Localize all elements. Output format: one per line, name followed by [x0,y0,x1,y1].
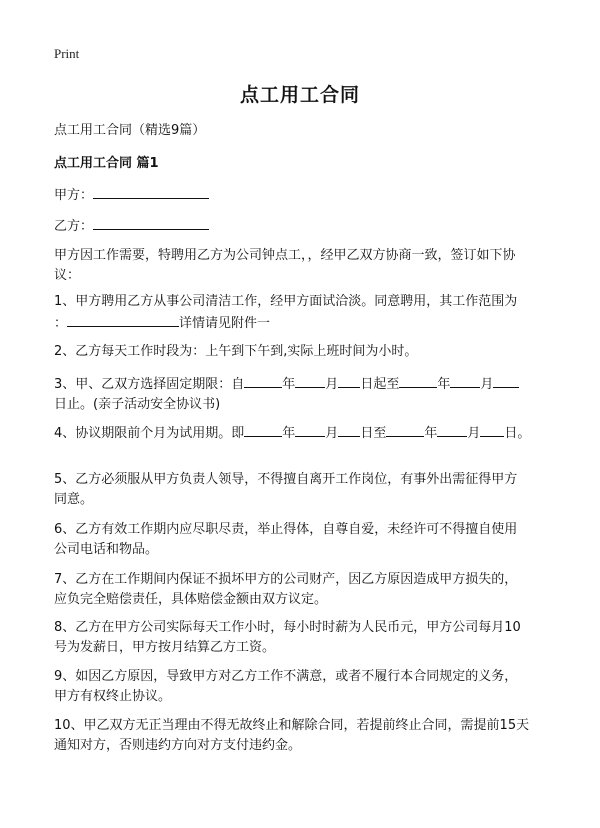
clause-3-day-from: 日起至 [360,377,400,392]
clause-1-prefix: ： [54,316,68,331]
clause-1-suffix: 详情请见附件一 [179,316,271,331]
clause-4-blank-day2 [480,422,504,437]
clause-3-line-1 [54,373,554,395]
document-title: 点工用工合同 [239,84,360,106]
print-link[interactable]: Print [54,46,80,61]
party-b-line [54,215,209,234]
party-a-line [54,184,209,203]
clause-3 [54,373,554,415]
clause-3-blank-year [244,373,282,388]
clause-3-month2: 月 [480,377,494,392]
clause-7-line-1: 7、乙方在工作期间内保证不损坏甲方的公司财产，因乙方原因造成甲方损失的， [54,572,518,587]
clause-4-blank-month2 [437,422,467,437]
clause-4-line-1 [54,422,554,444]
clause-4-blank-day [338,422,360,437]
section-title: 点工用工合同 篇1 [54,156,159,171]
clause-8 [54,618,554,658]
clause-10-line-1: 10、甲乙双方无正当理由不得无故终止和解除合同，若提前终止合同，需提前15天 [54,718,530,733]
clause-4-month: 月 [325,426,339,441]
clause-1-line-2 [54,312,554,334]
clause-4-month2: 月 [467,426,481,441]
party-a-blank [93,184,209,199]
clause-8-line-2: 号为发薪日，甲方按月结算乙方工资。 [54,640,276,655]
clause-9 [54,667,554,707]
clause-3-line-2: 日止。(亲子活动安全协议书) [54,397,221,412]
clause-2-line-1: 2、乙方每天工作时段为：上午到下午到,实际上班时间为小时。 [54,344,418,359]
clause-8-line-1: 8、乙方在甲方公司实际每天工作小时，每小时时薪为人民币元，甲方公司每月10 [54,620,521,635]
clause-1 [54,292,554,334]
clause-10 [54,716,554,756]
document-subtitle: 点工用工合同（精选9篇） [54,123,206,138]
clause-3-year2: 年 [437,377,451,392]
clause-9-line-1: 9、如因乙方原因，导致甲方对乙方工作不满意，或者不履行本合同规定的义务， [54,669,518,684]
clause-3-blank-month2 [450,373,480,388]
clause-4-blank-month [295,422,325,437]
party-a-label: 甲方： [54,188,94,203]
clause-4 [54,422,554,444]
clause-5-line-1: 5、乙方必须服从甲方负责人领导，不得擅自离开工作岗位，有事外出需征得甲方 [54,472,518,487]
clause-3-year: 年 [282,377,296,392]
clause-3-blank-year2 [399,373,437,388]
clause-3-text: 3、甲、乙双方选择固定期限：自 [54,377,245,392]
clause-1-blank [67,312,179,327]
clause-6-line-1: 6、乙方有效工作期内应尽职尽责，举止得体，自尊自爱，未经许可不得擅自使用 [54,522,518,537]
clause-6 [54,520,554,560]
clause-3-blank-month [295,373,325,388]
clause-4-year2: 年 [424,426,438,441]
clause-5-line-2: 同意。 [54,492,94,507]
party-b-label: 乙方： [54,219,94,234]
clause-2 [54,342,554,362]
intro-paragraph [54,246,554,286]
intro-line-2: 议： [54,268,81,283]
clause-7-line-2: 应负完全赔偿责任，具体赔偿金额由双方议定。 [54,592,328,607]
clause-4-text: 4、协议期限前个月为试用期。即 [54,426,245,441]
party-b-blank [93,215,209,230]
clause-3-month: 月 [325,377,339,392]
clause-1-line-1: 1、甲方聘用乙方从事公司清洁工作，经甲方面试洽淡。同意聘用，其工作范围为 [54,294,518,309]
clause-10-line-2: 通知对方，否则违约方向对方支付违约金。 [54,738,302,753]
clause-7 [54,570,554,610]
clause-3-blank-day [338,373,360,388]
clause-3-blank-day2 [493,373,519,388]
clause-4-day-to: 日至 [360,426,387,441]
clause-6-line-2: 公司电话和物品。 [54,542,159,557]
clause-4-blank-year2 [386,422,424,437]
clause-4-year: 年 [282,426,296,441]
clause-4-end: 日。 [504,426,531,441]
clause-4-blank-year [244,422,282,437]
intro-line-1: 甲方因工作需要，特聘用乙方为公司钟点工，，经甲乙双方协商一致，签订如下协 [54,248,516,263]
clause-5 [54,470,554,510]
clause-9-line-2: 甲方有权终止协议。 [54,689,172,704]
